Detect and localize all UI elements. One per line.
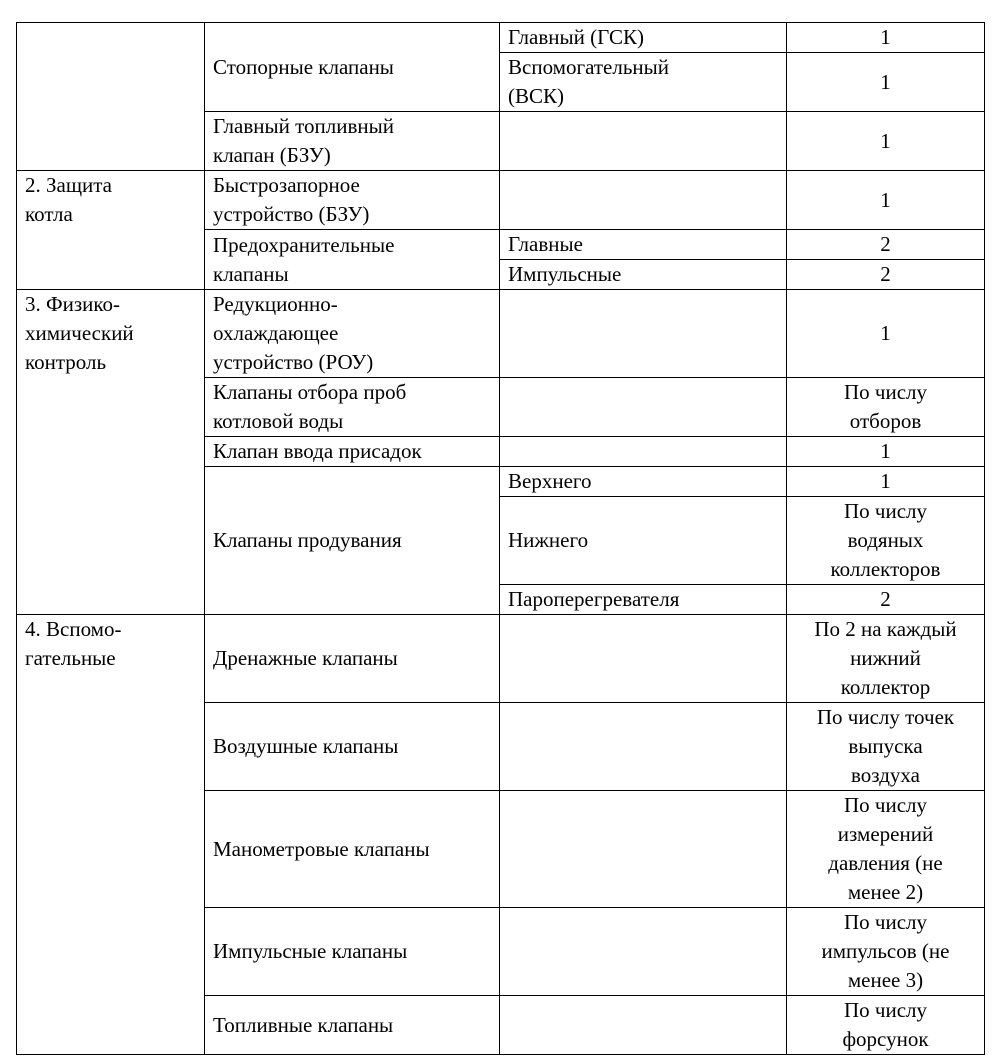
valve-type-cell [500, 437, 787, 467]
quantity: 1 [880, 439, 891, 463]
quantity-cell [787, 791, 985, 908]
valve-name-cell [205, 230, 500, 290]
valve-type-cell [500, 230, 787, 260]
quantity-cell [787, 908, 985, 996]
valve-name-cell [205, 112, 500, 171]
section-title: 2. Защита котла [25, 173, 113, 226]
quantity: По числу отборов [843, 380, 927, 433]
valve-name: Главный топливный клапан (БЗУ) [213, 114, 394, 167]
quantity: По числу водяных коллекторов [830, 499, 941, 581]
quantity: 2 [880, 262, 891, 286]
table-row [17, 290, 985, 378]
valve-name: Предохранительные клапаны [213, 232, 395, 286]
quantity: 1 [880, 469, 891, 493]
table-row [17, 615, 985, 703]
quantity-cell [787, 996, 985, 1055]
valve-name: Импульсные клапаны [213, 939, 408, 963]
quantity-cell [787, 230, 985, 260]
quantity-cell [787, 615, 985, 703]
quantity: 1 [880, 69, 891, 94]
valve-name: Воздушные клапаны [213, 734, 399, 758]
quantity: 1 [880, 128, 891, 153]
valve-type-cell [500, 615, 787, 703]
quantity-cell [787, 260, 985, 290]
valve-type: Нижнего [508, 528, 589, 552]
section-cell [17, 615, 205, 1055]
valve-name-cell [205, 290, 500, 378]
valve-name: Редукционно- охлаждающее устройство (РОУ) [213, 292, 374, 374]
quantity-cell [787, 53, 985, 112]
valve-name: Манометровые клапаны [213, 836, 430, 861]
quantity: 2 [880, 587, 891, 611]
quantity-cell [787, 378, 985, 437]
section-cell [17, 171, 205, 290]
valve-type: Верхнего [508, 469, 592, 493]
valve-name: Дренажные клапаны [213, 646, 398, 670]
valve-type-cell [500, 260, 787, 290]
valve-name: Топливные клапаны [213, 1012, 394, 1037]
valve-name-cell [205, 908, 500, 996]
quantity: 2 [880, 232, 891, 256]
quantity: 1 [880, 187, 891, 212]
valve-type: Главный (ГСК) [508, 25, 644, 49]
valve-type-cell [500, 703, 787, 791]
quantity: По числу импульсов (не менее 3) [821, 910, 950, 992]
valve-name-cell [205, 703, 500, 791]
quantity: По 2 на каждый нижний коллектор [814, 617, 957, 699]
valve-type-cell [500, 996, 787, 1055]
section-cell [17, 290, 205, 615]
valve-name-cell [205, 171, 500, 230]
valve-type-cell [500, 53, 787, 112]
valve-type: Импульсные [508, 262, 622, 286]
quantity-cell [787, 467, 985, 497]
valve-name: Быстрозапорное устройство (БЗУ) [213, 173, 370, 226]
valve-type: Вспомогательный (ВСК) [508, 55, 669, 108]
valve-type-cell [500, 908, 787, 996]
valve-name: Стопорные клапаны [213, 54, 394, 79]
valve-name-cell [205, 996, 500, 1055]
valve-type-cell [500, 112, 787, 171]
valve-type: Главные [508, 232, 583, 256]
valve-name-cell [205, 791, 500, 908]
quantity-cell [787, 290, 985, 378]
valve-name-cell [205, 615, 500, 703]
quantity: 1 [880, 25, 891, 49]
valve-name-cell [205, 467, 500, 615]
valve-type: Пароперегревателя [508, 587, 680, 611]
quantity-cell [787, 112, 985, 171]
table-row [17, 171, 985, 230]
valve-name: Клапаны продувания [213, 528, 402, 552]
section-title: 3. Физико- химический контроль [25, 292, 134, 374]
quantity-cell [787, 437, 985, 467]
valves-table [16, 22, 985, 1055]
quantity: По числу измерений давления (не менее 2) [828, 793, 943, 904]
quantity: По числу точек выпуска воздуха [816, 705, 955, 787]
valve-type-cell [500, 585, 787, 615]
section-title: 4. Вспомо- гательные [25, 617, 122, 670]
valve-type-cell [500, 467, 787, 497]
quantity-cell [787, 585, 985, 615]
valve-name-cell [205, 378, 500, 437]
quantity-cell [787, 703, 985, 791]
valve-name-cell [205, 437, 500, 467]
valve-type-cell [500, 171, 787, 230]
quantity: 1 [880, 321, 891, 345]
quantity-cell [787, 23, 985, 53]
quantity-cell [787, 171, 985, 230]
valve-name: Клапан ввода присадок [213, 439, 422, 463]
valve-type-cell [500, 378, 787, 437]
quantity-cell [787, 497, 985, 585]
valve-type-cell [500, 497, 787, 585]
valve-type-cell [500, 23, 787, 53]
valve-type-cell [500, 290, 787, 378]
quantity: По числу форсунок [842, 998, 929, 1051]
section-cell-empty [17, 23, 205, 171]
valve-type-cell [500, 791, 787, 908]
table-row [17, 23, 985, 53]
valve-name: Клапаны отбора проб котловой воды [213, 380, 407, 433]
valve-name-cell [205, 23, 500, 112]
